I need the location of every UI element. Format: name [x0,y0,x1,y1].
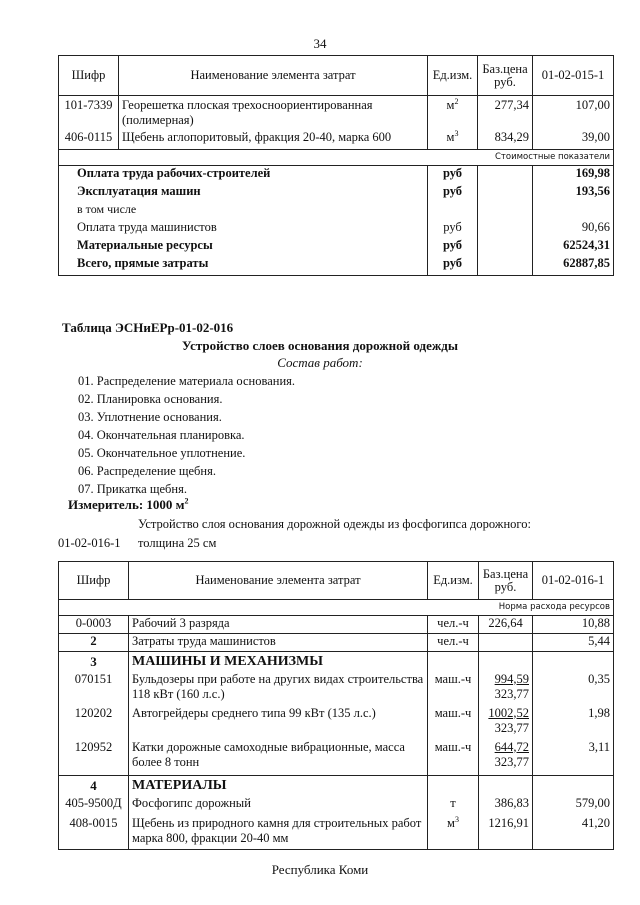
empty-cell [479,652,533,672]
section-code: 3 [59,652,129,672]
variant-code: 01-02-016-1 [58,536,121,550]
machine-row [59,672,614,706]
table-row [59,616,614,634]
section-header-machines [59,652,614,672]
row-value: 1,98 [533,706,614,740]
variant-description: Устройство слоя основания дорожной одежды из фосфогипса дорожного: [138,517,531,531]
empty-cell [533,776,614,796]
cost-empty [478,220,533,238]
section-subtitle: Состав работ: [277,355,363,370]
row-code: 120952 [59,740,129,776]
row-code: 2 [59,634,129,652]
cost-value: 62524,31 [533,238,614,256]
cost-unit: руб [428,184,478,202]
row-value: 41,20 [533,816,614,850]
cost-value: 90,66 [533,220,614,238]
row-name: Катки дорожные самоходные вибрационные, масса более 8 тонн [129,740,428,776]
row-name: Бульдозеры при работе на других видах строительства 118 кВт (160 л.с.) [129,672,428,706]
cost-unit: руб [428,220,478,238]
row-name: Щебень из природного камня для строительных работ марка 800, фракции 20-40 мм [129,816,428,850]
page-footer: Республика Коми [271,862,369,877]
row-price: 226,64 [479,616,533,634]
cost-row [59,256,614,276]
header-code: Шифр [59,562,129,600]
work-step: 06. Распределение щебня. [78,464,216,478]
empty-cell [479,776,533,796]
row-code: 120202 [59,706,129,740]
row-value: 3,11 [533,740,614,776]
row-code: 408-0015 [59,816,129,850]
row-name: Щебень аглопоритовый, фракция 20-40, марка 600 [119,130,428,150]
machine-row [59,706,614,740]
cost-unit: руб [428,166,478,184]
work-steps-list [78,372,295,498]
row-value: 10,88 [533,616,614,634]
machine-row [59,740,614,776]
row-unit: чел.-ч [428,616,479,634]
row-unit: маш.-ч [428,672,479,706]
work-step: 04. Окончательная планировка. [78,428,245,442]
table-row [59,634,614,652]
row-unit: маш.-ч [428,740,479,776]
row-price: 277,34 [478,96,533,130]
work-step: 05. Окончательное уплотнение. [78,446,246,460]
row-name: Автогрейдеры среднего типа 99 кВт (135 л.с.) [129,706,428,740]
section-header-materials [59,776,614,796]
header-code: Шифр [59,56,119,96]
row-unit: чел.-ч [428,634,479,652]
header-name: Наименование элемента затрат [129,562,428,600]
cost-row [59,220,614,238]
cost-label: в том числе [59,202,428,220]
work-step: 07. Прикатка щебня. [78,482,187,496]
cost-row [59,166,614,184]
cost-empty [478,256,533,276]
row-price: 386,83 [479,796,533,816]
empty-cell [533,652,614,672]
cost-value: 62887,85 [533,256,614,276]
cost-empty [478,202,533,220]
cost-label: Оплата труда машинистов [59,220,428,238]
row-price [479,634,533,652]
row-unit: $м^3$ [428,130,478,150]
cost-table-01-02-015 [58,55,614,276]
header-price: Баз.цена руб. [478,56,533,96]
work-step: 01. Распределение материала основания. [78,374,296,388]
row-code: 406-0115 [59,130,119,150]
row-name: Рабочий 3 разряда [129,616,428,634]
table-row [59,130,614,150]
table-label: Таблица ЭСНиЕРр-01-02-016 [62,320,234,335]
row-price: 994,59 323,77 [479,672,533,706]
page-number: 34 [313,36,327,51]
row-code: 405-9500Д [59,796,129,816]
work-step: 02. Планировка основания. [78,392,223,406]
cost-unit: руб [428,238,478,256]
row-price: 834,29 [478,130,533,150]
cost-value: 169,98 [533,166,614,184]
row-name: Затраты труда машинистов [129,634,428,652]
row-value: 5,44 [533,634,614,652]
work-step: 03. Уплотнение основания. [78,410,222,424]
row-unit: $м^3$ [428,816,479,850]
row-code: 0-0003 [59,616,129,634]
row-name: Фосфогипс дорожный [129,796,428,816]
section-title: Устройство слоев основания дорожной одежды [181,338,459,353]
row-name: Георешетка плоская трехосноориентированная (полимерная) [119,96,428,130]
material-row [59,816,614,850]
empty-cell [428,776,479,796]
row-unit: т [428,796,479,816]
empty-cell [428,652,479,672]
section-code: 4 [59,776,129,796]
row-value: 39,00 [533,130,614,150]
row-value: 579,00 [533,796,614,816]
cost-label: Всего, прямые затраты [59,256,428,276]
cost-row [59,184,614,202]
cost-value: 193,56 [533,184,614,202]
measure-unit: Измеритель: 1000 $м^2$ [68,496,189,512]
section-title: МАТЕРИАЛЫ [129,776,428,796]
variant-thickness: толщина 25 см [138,536,217,550]
header-unit: Ед.изм. [428,56,478,96]
cost-label: Оплата труда рабочих-строителей [59,166,428,184]
row-code: 070151 [59,672,129,706]
header-unit: Ед.изм. [428,562,479,600]
row-price: 644,72 323,77 [479,740,533,776]
resource-table-01-02-016 [58,561,614,850]
row-value: 107,00 [533,96,614,130]
row-value: 0,35 [533,672,614,706]
header-name: Наименование элемента затрат [119,56,428,96]
table-row [59,96,614,130]
resource-norm-band: Норма расхода ресурсов [59,600,614,616]
cost-label: Материальные ресурсы [59,238,428,256]
header-norm-code: 01-02-016-1 [533,562,614,600]
material-row [59,796,614,816]
row-unit: маш.-ч [428,706,479,740]
cost-empty [478,238,533,256]
header-price: Баз.цена руб. [479,562,533,600]
cost-value [533,202,614,220]
row-unit: $м^2$ [428,96,478,130]
cost-empty [478,184,533,202]
cost-label: Эксплуатация машин [59,184,428,202]
cost-row [59,202,614,220]
cost-unit: руб [428,256,478,276]
cost-indicators-band: Стоимостные показатели [59,150,614,166]
cost-row [59,238,614,256]
row-code: 101-7339 [59,96,119,130]
cost-unit [428,202,478,220]
row-price: 1216,91 [479,816,533,850]
section-title: МАШИНЫ И МЕХАНИЗМЫ [129,652,428,672]
header-norm-code: 01-02-015-1 [533,56,614,96]
row-price: 1002,52 323,77 [479,706,533,740]
cost-empty [478,166,533,184]
